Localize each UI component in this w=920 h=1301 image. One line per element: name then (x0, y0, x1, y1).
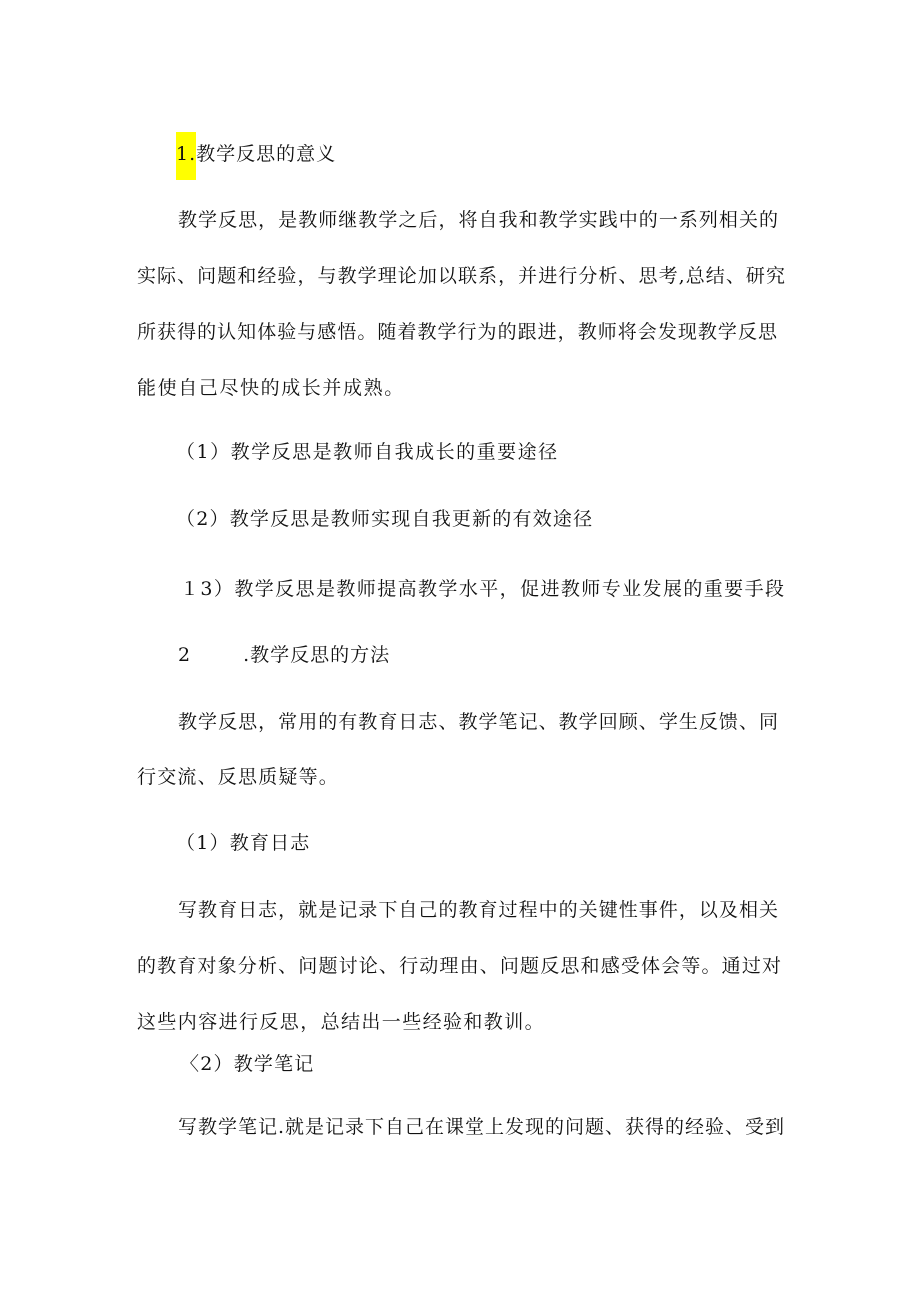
para-2-line-2: 行交流、反思质疑等。 (137, 766, 340, 788)
heading-2-title: .教学反思的方法 (243, 644, 391, 666)
para-3-line-1: 写教育日志，就是记录下自己的教育过程中的关键性事件，以及相关 (178, 899, 778, 921)
list-item-2: （2）教学反思是教师实现自我更新的有效途径 (176, 508, 594, 530)
heading-2-number: 2 (178, 644, 192, 666)
para-3-line-3: 这些内容进行反思，总结出一些经验和教训。 (137, 1011, 546, 1033)
list-item-3: １3）教学反思是教师提高教学水平，促进教师专业发展的重要手段 (180, 578, 784, 600)
list-item-1: （1）教学反思是教师自我成长的重要途径 (176, 441, 559, 463)
sub-heading-2: 〈2）教学笔记 (180, 1053, 315, 1075)
para-1-line-3: 所获得的认知体验与感悟。随着教学行为的跟进，教师将会发现教学反思 (137, 321, 777, 343)
heading-1-title: 教学反思的意义 (196, 143, 337, 165)
heading-2 (178, 641, 390, 669)
para-4-line-1: 写教学笔记.就是记录下自己在课堂上发现的问题、获得的经验、受到 (178, 1116, 784, 1138)
heading-1 (176, 140, 336, 180)
sub-heading-1: （1）教育日志 (176, 832, 311, 854)
para-1-line-4: 能使自己尽快的成长并成熟。 (137, 377, 405, 399)
heading-1-number: 1. (176, 132, 196, 180)
para-1-line-2: 实际、问题和经验，与教学理论加以联系，并进行分析、思考,总结、研究 (137, 265, 785, 287)
para-2-line-1: 教学反思，常用的有教育日志、教学笔记、教学回顾、学生反馈、同 (178, 711, 778, 733)
para-1-line-1: 教学反思，是教师继教学之后，将自我和教学实践中的一系列相关的 (178, 209, 778, 231)
para-3-line-2: 的教育对象分析、问题讨论、行动理由、问题反思和感受体会等。通过对 (137, 955, 781, 977)
